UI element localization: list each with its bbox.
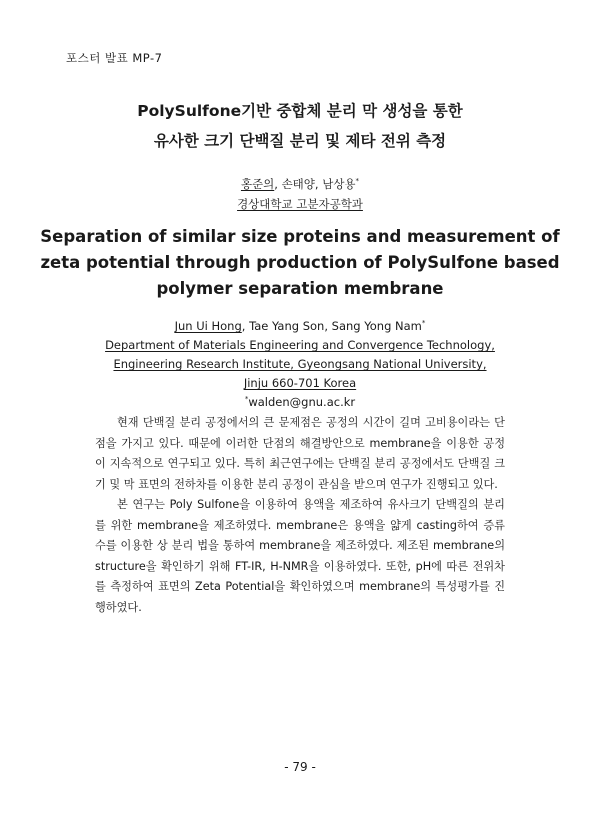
english-corresponding-mark: * [421, 319, 426, 328]
korean-title-line-1: PolySulfone기반 중합체 분리 막 생성을 통한 [137, 102, 463, 120]
email-address: walden@gnu.ac.kr [248, 395, 356, 409]
poster-session-label: 포스터 발표 MP-7 [66, 51, 163, 65]
korean-authors [0, 176, 600, 192]
abstract-body [95, 413, 505, 618]
english-coauthors: , Tae Yang Son, Sang Yong Nam [241, 319, 422, 333]
email-mark: * [244, 395, 249, 404]
english-affiliation-line-3: Jinju 660-701 Korea [243, 376, 357, 390]
page-number: - 79 - [284, 760, 316, 774]
korean-title-line-2: 유사한 크기 단백질 분리 및 제타 전위 측정 [153, 132, 447, 150]
korean-affiliation: 경상대학교 고분자공학과 [237, 197, 363, 211]
english-first-author: Jun Ui Hong [174, 319, 242, 333]
english-title-line-3: polymer separation membrane [156, 279, 444, 298]
korean-coauthors: , 손태양, 남상용 [274, 177, 356, 191]
abstract-paragraph-2: 본 연구는 Poly Sulfone을 이용하여 용액을 제조하여 유사크기 단백질의 분리를 위한 membrane을 제조하였다. membrane은 용액을 얇게 casting하여 증류수를 이용한 상 분리 법을 통하여 membrane을 제조하였다. 제조된 membrane의 structure을 확인하기 위해 FT-IR, H-NMR을 이용하였다. 또한, pH에 따른 전위차를 측정하여 표면의 Zeta Potential을 확인하였으며 membrane의 특성평가를 진행하였다. [95, 498, 505, 614]
english-affiliation-line-2: Engineering Research Institute, Gyeongsang National University, [113, 357, 487, 371]
english-title-line-1: Separation of similar size proteins and measurement of [40, 227, 560, 246]
english-affiliation-line-1: Department of Materials Engineering and Convergence Technology, [105, 338, 495, 352]
korean-first-author: 홍준의 [240, 177, 275, 191]
contact-email [0, 395, 600, 409]
korean-corresponding-mark: * [355, 177, 360, 186]
abstract-paragraph-1: 현재 단백질 분리 공정에서의 큰 문제점은 공정의 시간이 길며 고비용이라는 단점을 가지고 있다. 때문에 이러한 단점의 해결방안으로 membrane을 이용한 공정이 지속적으로 연구되고 있다. 특히 최근연구에는 단백질 분리 공정에서도 단백질 크기 및 막 표면의 전하차를 이용한 분리 공정이 관심을 받으며 연구가 진행되고 있다. [95, 416, 505, 491]
english-title-line-2: zeta potential through production of PolySulfone based [40, 253, 560, 272]
english-authors [0, 319, 600, 333]
